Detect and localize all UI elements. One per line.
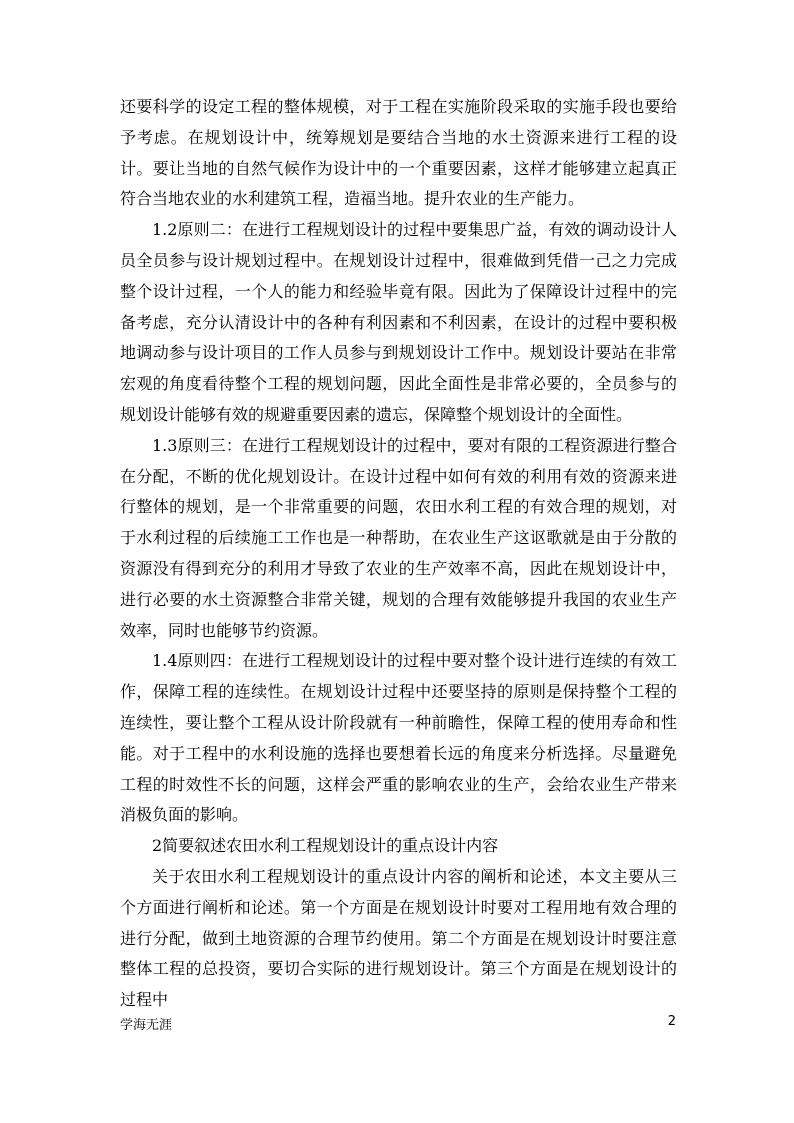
paragraph-section-2-intro: 关于农田水利工程规划设计的重点设计内容的阐析和论述，本文主要从三个方面进行阐析和论述。第一个方面是在规划设计时要对工程用地有效合理的进行分配，做到土地资源的合理节约使用。第二个方面是在规划设计时要注意整体工程的总投资，要切合实际的进行规划设计。第三个方面是在规划设计的过程中 [120,866,677,1010]
document-body [120,92,677,1016]
page-number: 2 [667,1014,676,1029]
paragraph-principle-2: 1.2原则二：在进行工程规划设计的过程中要集思广益，有效的调动设计人员全员参与设计规划过程中。在规划设计过程中，很难做到凭借一己之力完成整个设计过程，一个人的能力和经验毕竟有限。因此为了保障设计过程中的完备考虑，充分认清设计中的各种有利因素和不利因素，在设计的过程中要积极地调动参与设计项目的工作人员参与到规划设计工作中。规划设计要站在非常宏观的角度看待整个工程的规划问题，因此全面性是非常必要的，全员参与的规划设计能够有效的规避重要因素的遗忘，保障整个规划设计的全面性。 [120,220,677,424]
paragraph-principle-4: 1.4原则四：在进行工程规划设计的过程中要对整个设计进行连续的有效工作，保障工程的连续性。在规划设计过程中还要坚持的原则是保持整个工程的连续性，要让整个工程从设计阶段就有一种前瞻性，保障工程的使用寿命和性能。对于工程中的水利设施的选择也要想着长远的角度来分析选择。尽量避免工程的时效性不长的问题，这样会严重的影响农业的生产，会给农业生产带来消极负面的影响。 [120,651,677,825]
footer-text: 学海无涯 [120,1018,173,1033]
paragraph-continuation: 还要科学的设定工程的整体规模，对于工程在实施阶段采取的实施手段也要给予考虑。在规划设计中，统筹规划是要结合当地的水土资源来进行工程的设计。要让当地的自然气候作为设计中的一个重要因素，这样才能够建立起真正符合当地农业的水利建筑工程，造福当地。提升农业的生产能力。 [120,97,677,209]
paragraph-principle-3: 1.3原则三：在进行工程规划设计的过程中，要对有限的工程资源进行整合在分配，不断的优化规划设计。在设计过程中如何有效的利用有效的资源来进行整体的规划，是一个非常重要的问题，农田水利工程的有效合理的规划，对于水利过程的后续施工工作也是一种帮助，在农业生产这讴歌就是由于分散的资源没有得到充分的利用才导致了农业的生产效率不高，因此在规划设计中，进行必要的水土资源整合非常关键，规划的合理有效能够提升我国的农业生产效率，同时也能够节约资源。 [120,435,677,640]
section-heading: 2简要叙述农田水利工程规划设计的重点设计内容 [152,836,499,856]
